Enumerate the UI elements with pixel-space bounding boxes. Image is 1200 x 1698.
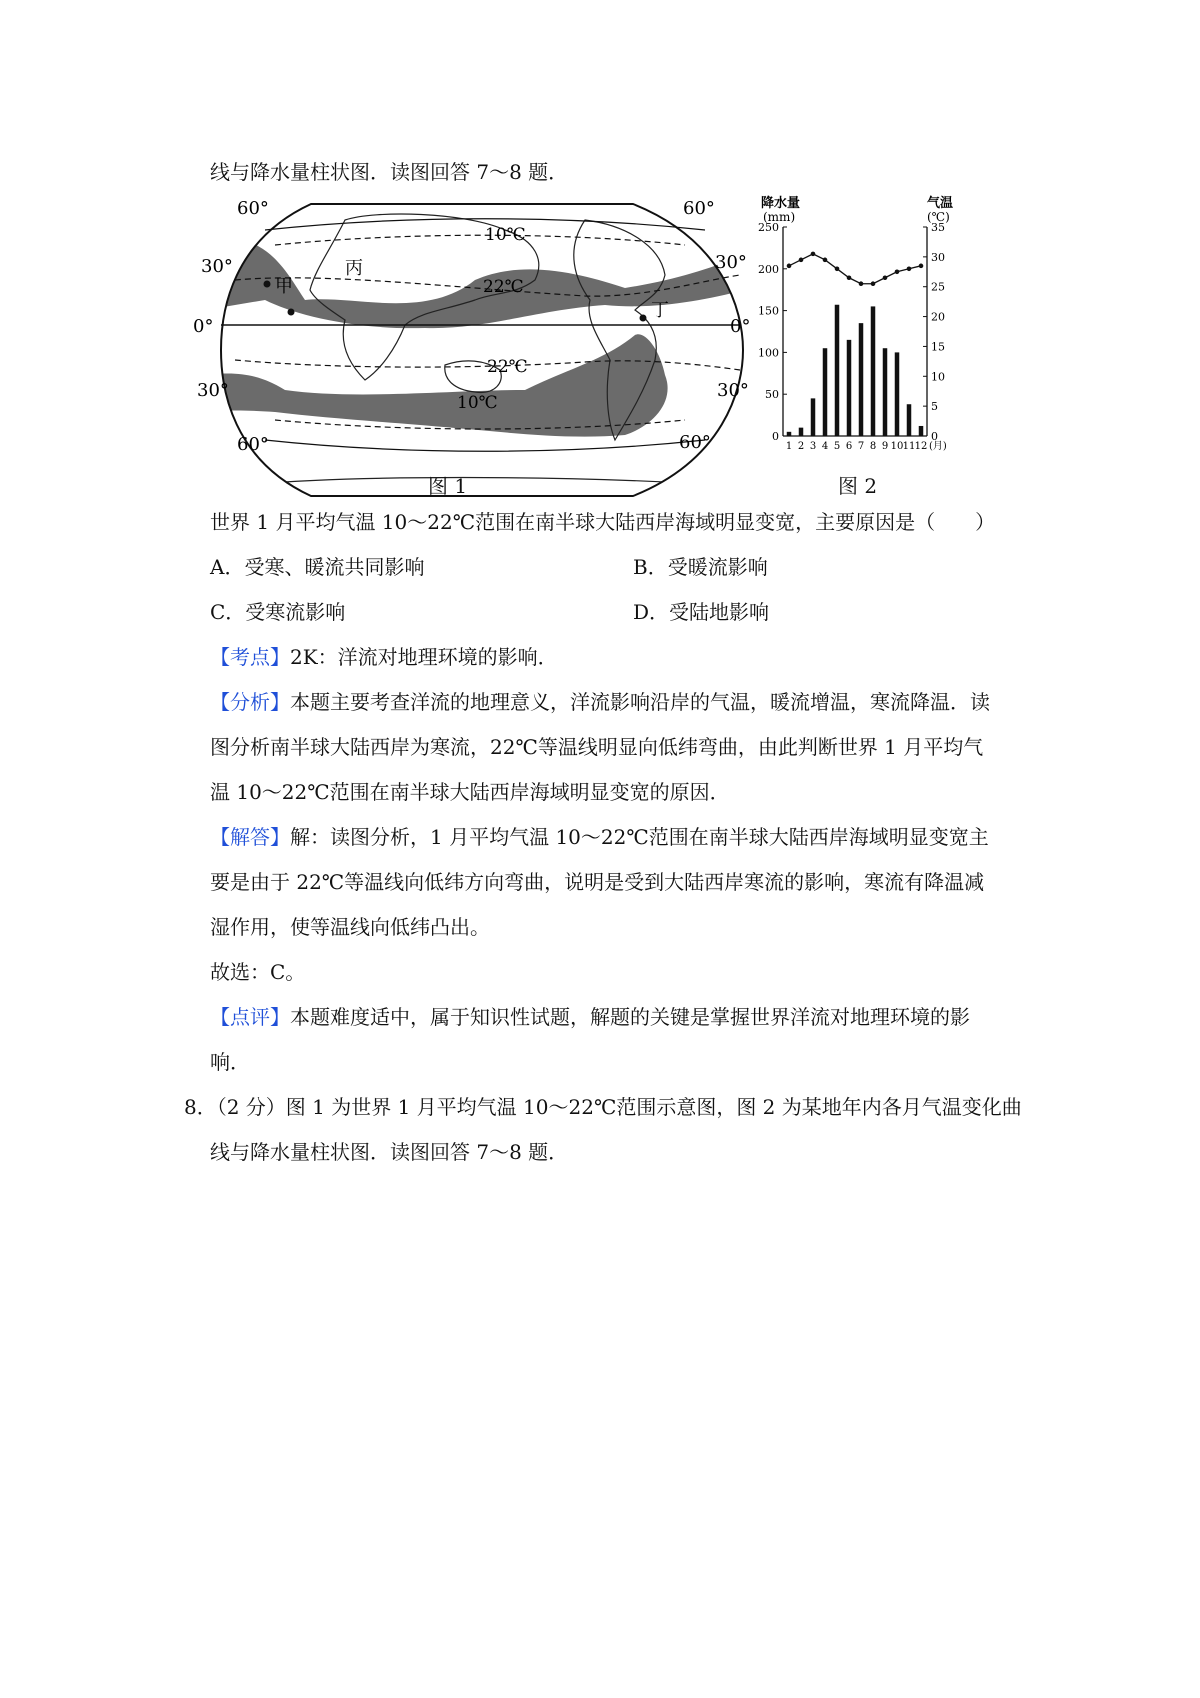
precip-bar: [787, 432, 792, 436]
temperature-point: [895, 269, 900, 274]
temperature-point: [919, 264, 924, 269]
q7-option-c: C．受寒流影响: [210, 600, 346, 624]
precip-bar: [895, 352, 900, 436]
continent-antarctica: [245, 478, 725, 486]
place-jia-label: 甲: [275, 276, 293, 297]
precip-bar: [823, 348, 828, 436]
x-tick-label: 7: [857, 441, 865, 452]
y-right-tick-label: 20: [931, 310, 945, 324]
y-right-tick-label: 10: [931, 370, 945, 384]
kaodian-text: 2K：洋流对地理环境的影响．: [290, 645, 558, 669]
figure2-climate-chart: [755, 193, 965, 458]
jieda-line-2: 要是由于 22℃等温线向低纬方向弯曲，说明是受到大陆西岸寒流的影响，寒流有降温减: [210, 870, 985, 894]
precip-bar: [847, 340, 852, 436]
dianping-line-1: [210, 1003, 970, 1031]
lat-label-s60-right: 60°: [679, 432, 711, 453]
y-right-tick-label: 35: [931, 221, 945, 234]
precip-bar: [883, 348, 888, 436]
x-tick-label: 1: [785, 441, 793, 452]
y-left-label-1: 降水量: [761, 196, 801, 211]
x-tick-label: 8: [869, 441, 877, 452]
temperature-point: [799, 258, 804, 263]
temperature-point: [883, 275, 888, 280]
y-right-tick-label: 30: [931, 250, 945, 264]
lat-label-s30-left: 30°: [197, 380, 229, 401]
kaodian-line: [210, 643, 558, 671]
south-band: [205, 334, 668, 436]
kaodian-tag: 【考点】: [210, 645, 290, 669]
x-tick-label: 4: [821, 441, 829, 452]
q8-line-1: 8．（2 分）图 1 为世界 1 月平均气温 10～22℃范围示意图，图 2 为某地年内各月气温变化曲: [184, 1095, 1022, 1119]
temperature-point: [811, 252, 816, 257]
y-left-tick-label: 50: [765, 388, 779, 402]
answer-line: 故选：C。: [210, 960, 306, 984]
place-ding-dot: [640, 315, 647, 322]
dianping-text-1: 本题难度适中，属于知识性试题，解题的关键是掌握世界洋流对地理环境的影: [290, 1005, 970, 1029]
fenxi-text-1: 本题主要考查洋流的地理意义，洋流影响沿岸的气温，暖流增温，寒流降温．读: [290, 690, 990, 714]
figure1-caption: 图 1: [428, 474, 468, 498]
iso-label-n22: 22℃: [483, 277, 524, 297]
iso-label-s22: 22℃: [487, 357, 528, 377]
q7-option-b: B．受暖流影响: [633, 555, 768, 579]
lat-label-n30-right: 30°: [715, 252, 747, 273]
y-right-tick-label: 0: [931, 430, 938, 443]
place-yi-dot: [288, 309, 295, 316]
iso-label-s10: 10℃: [457, 393, 498, 413]
lat-label-eq-right: 0°: [730, 316, 751, 337]
x-tick-label: 12: [914, 441, 928, 452]
temperature-line: [789, 254, 921, 284]
precip-bar: [799, 428, 804, 436]
dianping-line-2: 响．: [210, 1050, 250, 1074]
y-left-tick-label: 250: [758, 221, 779, 234]
lat-label-s60-left: 60°: [237, 434, 269, 455]
y-right-tick-label: 5: [931, 400, 938, 414]
y-left-tick-label: 0: [772, 430, 779, 443]
lat-label-n60-left: 60°: [237, 198, 269, 219]
temperature-point: [787, 264, 792, 269]
fenxi-line-2: 图分析南半球大陆西岸为寒流，22℃等温线明显向低纬弯曲，由此判断世界 1 月平均气: [210, 735, 984, 759]
y-right-label-1: 气温: [927, 196, 954, 211]
y-right-tick-label: 25: [931, 280, 945, 294]
x-unit-label: (月): [929, 441, 947, 452]
y-left-tick-label: 150: [758, 304, 779, 318]
precip-bar: [907, 404, 912, 436]
map-frame: [221, 204, 743, 496]
temperature-point: [871, 281, 876, 286]
lat-label-s30-right: 30°: [717, 380, 749, 401]
jieda-line-1: [210, 823, 989, 851]
temperature-point: [823, 258, 828, 263]
temperature-point: [847, 275, 852, 280]
fenxi-line-3: 温 10～22℃范围在南半球大陆西岸海域明显变宽的原因．: [210, 780, 730, 804]
precip-bar: [859, 323, 864, 436]
lat-label-n30-left: 30°: [201, 256, 233, 277]
y-left-label-2: (mm): [763, 210, 796, 224]
dianping-tag: 【点评】: [210, 1005, 290, 1029]
place-bing-label: 丙: [345, 258, 363, 279]
lat-label-eq-left: 0°: [193, 316, 214, 337]
lat-label-n60-right: 60°: [683, 198, 715, 219]
lat-s60-line: [265, 440, 705, 451]
jieda-line-3: 湿作用，使等温线向低纬凸出。: [210, 915, 490, 939]
q7-stem: 世界 1 月平均气温 10～22℃范围在南半球大陆西岸海域明显变宽，主要原因是（ ）: [210, 510, 996, 534]
jieda-tag: 【解答】: [210, 825, 290, 849]
place-ding-label: 丁: [651, 300, 669, 321]
figure2-caption: 图 2: [838, 474, 878, 498]
y-right-tick-label: 15: [931, 340, 945, 354]
q7-option-a: A．受寒、暖流共同影响: [210, 555, 425, 579]
place-jia-dot: [264, 281, 271, 288]
fenxi-line-1: [210, 688, 990, 716]
figure1-map: [193, 198, 751, 510]
x-tick-label: 6: [845, 441, 853, 452]
precip-bar: [919, 426, 924, 436]
temperature-point: [835, 267, 840, 272]
intro-tail: 线与降水量柱状图．读图回答 7～8 题．: [210, 160, 569, 184]
fenxi-tag: 【分析】: [210, 690, 290, 714]
temperature-point: [907, 267, 912, 272]
y-left-tick-label: 200: [758, 262, 779, 276]
q7-option-d: D．受陆地影响: [633, 600, 770, 624]
y-left-tick-label: 100: [758, 346, 779, 360]
y-right-label-2: (℃): [927, 210, 950, 224]
x-tick-label: 5: [833, 441, 841, 452]
temperature-point: [859, 281, 864, 286]
precip-bar: [811, 398, 816, 436]
precip-bar: [871, 306, 876, 436]
x-tick-label: 9: [881, 441, 889, 452]
x-tick-label: 11: [902, 441, 916, 452]
precip-bar: [835, 305, 840, 436]
q8-line-2: 线与降水量柱状图．读图回答 7～8 题．: [210, 1140, 569, 1164]
x-tick-label: 2: [797, 441, 805, 452]
x-tick-label: 3: [809, 441, 817, 452]
iso-label-n10: 10℃: [485, 225, 526, 245]
jieda-text-1: 解：读图分析，1 月平均气温 10～22℃范围在南半球大陆西岸海域明显变宽主: [290, 825, 989, 849]
x-tick-label: 10: [890, 441, 904, 452]
